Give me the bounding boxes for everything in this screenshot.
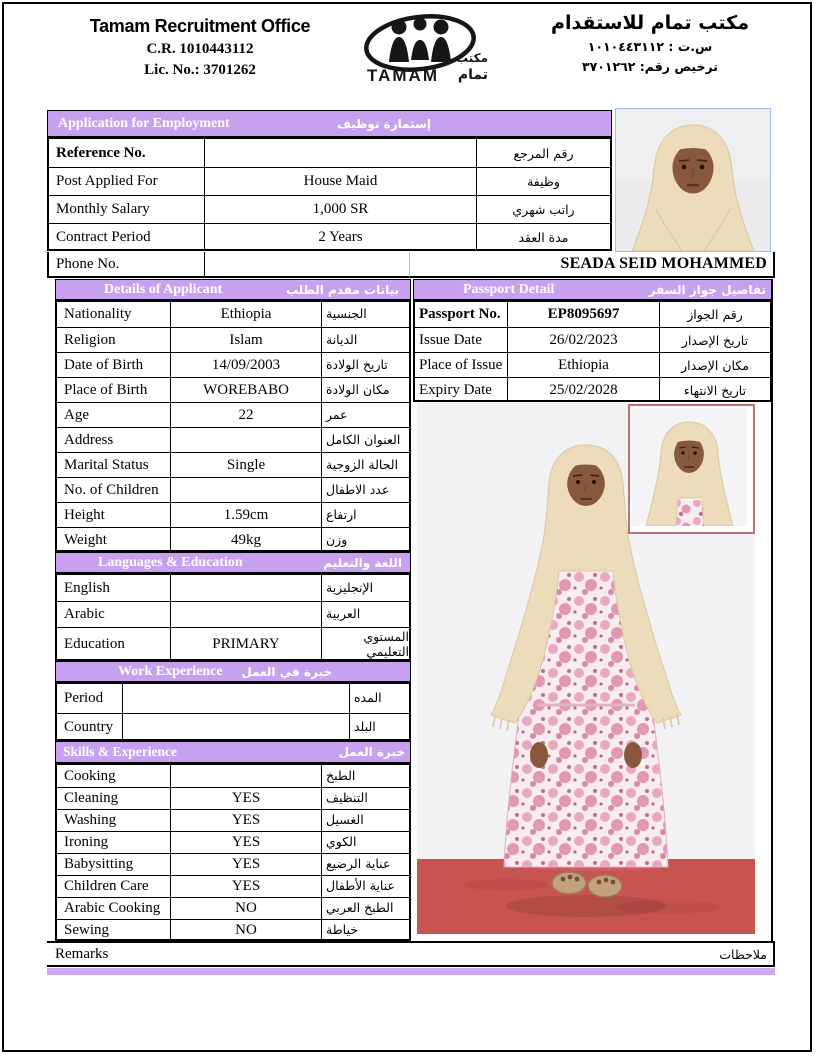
section-header-passport xyxy=(413,279,772,300)
row-label-arabic: تاريخ الولادة xyxy=(321,353,409,377)
row-label-arabic: المستوي التعليمي xyxy=(321,628,409,661)
work-experience-table xyxy=(55,682,411,741)
row-value: YES xyxy=(170,788,321,809)
table-row xyxy=(415,377,770,402)
table-row xyxy=(57,502,409,527)
row-value xyxy=(170,575,321,601)
row-label: Arabic xyxy=(64,606,105,622)
section-title-english: Work Experience xyxy=(118,663,223,679)
row-label: Cooking xyxy=(64,767,116,784)
row-value xyxy=(170,478,321,502)
row-label-arabic: التنظيف xyxy=(321,788,409,809)
office-name-english: Tamam Recruitment Office xyxy=(89,16,311,36)
row-label: Education xyxy=(64,636,125,652)
row-value xyxy=(122,684,349,713)
table-row xyxy=(57,352,409,377)
row-value: 1.59cm xyxy=(170,503,321,527)
row-label: Monthly Salary xyxy=(56,201,150,217)
row-label: Nationality xyxy=(64,306,132,322)
table-row xyxy=(57,527,409,552)
phone-label: Phone No. xyxy=(47,252,205,278)
row-label-arabic: رقم المرجع xyxy=(476,139,610,167)
row-label: Address xyxy=(64,431,114,448)
row-label: Place of Birth xyxy=(64,381,148,398)
row-label-arabic: تاريخ الإصدار xyxy=(659,328,770,352)
row-label: Expiry Date xyxy=(419,381,492,398)
row-label-arabic: خياطة xyxy=(321,920,409,941)
row-label-arabic: الديانة xyxy=(321,328,409,352)
row-value: Single xyxy=(170,453,321,477)
right-section-border xyxy=(771,279,773,941)
table-row xyxy=(57,765,409,787)
row-label-arabic: الغسيل xyxy=(321,810,409,831)
section-title-arabic: خبرة العمل xyxy=(338,745,405,759)
row-label-arabic: راتب شهري xyxy=(476,196,610,223)
row-value: EP8095697 xyxy=(507,302,659,327)
row-label: Date of Birth xyxy=(64,356,144,373)
row-value: YES xyxy=(170,810,321,831)
section-header-details xyxy=(55,279,411,300)
table-row xyxy=(57,377,409,402)
row-value xyxy=(122,714,349,741)
section-header-employment xyxy=(47,110,612,137)
table-row xyxy=(415,327,770,352)
row-label-arabic: رقم الجواز xyxy=(659,302,770,327)
table-row xyxy=(57,427,409,452)
row-label: Post Applied For xyxy=(56,173,158,189)
table-row xyxy=(57,601,409,627)
row-label-arabic: عدد الاطفال xyxy=(321,478,409,502)
row-value: 14/09/2003 xyxy=(170,353,321,377)
remarks-label-arabic: ملاحظات xyxy=(719,946,767,962)
commercial-registration-english: C.R. 1010443112 xyxy=(146,41,254,57)
section-header-skills xyxy=(55,741,411,763)
passport-table xyxy=(413,300,772,402)
table-row xyxy=(57,713,409,741)
table-row xyxy=(49,223,610,251)
remarks-row xyxy=(47,941,775,967)
row-value: PRIMARY xyxy=(170,628,321,661)
row-label: Period xyxy=(64,690,104,706)
row-value xyxy=(170,428,321,452)
phone-value-empty xyxy=(205,252,410,278)
row-label: Marital Status xyxy=(64,456,149,473)
table-row xyxy=(49,195,610,223)
table-row xyxy=(57,831,409,853)
table-row xyxy=(57,787,409,809)
row-label: Cleaning xyxy=(64,790,119,806)
row-label: Sewing xyxy=(64,922,109,938)
commercial-registration-arabic: س.ت : ١٠١٠٤٤٣١١٢ xyxy=(587,39,713,54)
section-title-arabic: خبرة في العمل xyxy=(241,664,332,679)
row-label-arabic: عناية الرضيع xyxy=(321,854,409,875)
row-label-arabic: الإنجليزية xyxy=(321,575,409,601)
row-label-arabic: وزن xyxy=(321,528,409,552)
table-row xyxy=(57,897,409,919)
row-value: 26/02/2023 xyxy=(507,328,659,352)
row-label: Country xyxy=(64,719,114,735)
section-title-english: Languages & Education xyxy=(98,554,243,570)
row-label: Ironing xyxy=(64,834,109,850)
logo-text-arabic-bottom: تمام xyxy=(457,67,488,83)
office-name-arabic: مكتب تمام للاستقدام xyxy=(551,12,749,34)
row-value: House Maid xyxy=(204,168,476,195)
row-label: Washing xyxy=(64,812,117,828)
row-label-arabic: الجنسية xyxy=(321,302,409,327)
table-row xyxy=(57,809,409,831)
languages-table xyxy=(55,573,411,661)
row-label-arabic: الحالة الزوجية xyxy=(321,453,409,477)
row-value: 1,000 SR xyxy=(204,196,476,223)
office-header-english xyxy=(75,16,325,79)
row-value: YES xyxy=(170,854,321,875)
phone-name-row xyxy=(47,252,775,278)
section-title-arabic: بيانات مقدم الطلب xyxy=(285,282,399,297)
row-label: English xyxy=(64,579,110,596)
table-row xyxy=(57,875,409,897)
row-label-arabic: الكوي xyxy=(321,832,409,853)
row-label: Children Care xyxy=(64,878,149,894)
section-title-english: Passport Detail xyxy=(463,281,555,297)
row-label: Age xyxy=(64,406,89,423)
row-label-arabic: عمر xyxy=(321,403,409,427)
row-label: No. of Children xyxy=(64,481,159,498)
remarks-label-english: Remarks xyxy=(55,945,109,962)
table-row xyxy=(57,853,409,875)
section-header-languages xyxy=(55,552,411,573)
table-row xyxy=(57,919,409,941)
row-value: Ethiopia xyxy=(507,353,659,377)
table-row xyxy=(57,327,409,352)
row-label: Arabic Cooking xyxy=(64,900,161,916)
row-label: Babysitting xyxy=(64,856,134,872)
section-title-arabic: إستمارة توظيف xyxy=(336,116,431,131)
row-label: Issue Date xyxy=(419,331,482,348)
portrait-illustration xyxy=(616,109,770,251)
office-header-arabic xyxy=(525,12,775,74)
row-value: Islam xyxy=(170,328,321,352)
section-header-work xyxy=(55,661,411,682)
row-value: WOREBABO xyxy=(170,378,321,402)
section-title-english: Skills & Experience xyxy=(63,744,177,759)
row-label-arabic: الطبخ العربي xyxy=(321,898,409,919)
row-value xyxy=(170,765,321,787)
table-row xyxy=(415,352,770,377)
table-row xyxy=(57,627,409,661)
table-row xyxy=(57,477,409,502)
section-title-arabic: اللغة والتعليم xyxy=(323,555,402,570)
row-value: NO xyxy=(170,920,321,941)
row-label: Religion xyxy=(64,331,116,348)
applicant-name: SEADA SEID MOHAMMED xyxy=(410,252,775,278)
details-table xyxy=(55,300,411,552)
section-title-english: Application for Employment xyxy=(58,115,230,131)
row-label-arabic: الطبخ xyxy=(321,765,409,787)
row-value: 22 xyxy=(170,403,321,427)
row-label: Place of Issue xyxy=(419,356,503,373)
table-row xyxy=(49,139,610,167)
inset-illustration xyxy=(632,408,747,526)
row-value: YES xyxy=(170,832,321,853)
row-value: 2 Years xyxy=(204,224,476,251)
row-label-arabic: مكان الولادة xyxy=(321,378,409,402)
applicant-inset-photo xyxy=(628,404,755,534)
row-value: YES xyxy=(170,876,321,897)
row-label-arabic: العنوان الكامل xyxy=(321,428,409,452)
row-label: Height xyxy=(64,506,105,523)
row-value xyxy=(204,139,476,167)
employment-table xyxy=(47,137,612,251)
row-label-arabic: تاريخ الانتهاء xyxy=(659,378,770,402)
table-row xyxy=(415,302,770,327)
table-row xyxy=(57,575,409,601)
row-label: Passport No. xyxy=(419,306,501,322)
row-label-arabic: مدة العقد xyxy=(476,224,610,251)
row-label-arabic: مكان الإصدار xyxy=(659,353,770,377)
table-row xyxy=(57,302,409,327)
row-label: Contract Period xyxy=(56,229,151,245)
license-number-english: Lic. No.: 3701262 xyxy=(144,62,256,78)
section-title-english: Details of Applicant xyxy=(104,281,223,297)
bottom-purple-bar xyxy=(47,968,775,975)
license-number-arabic: ترخيص رقم: ٣٧٠١٢٦٢ xyxy=(582,59,718,74)
row-value: NO xyxy=(170,898,321,919)
table-row xyxy=(57,402,409,427)
applicant-portrait-photo xyxy=(615,108,771,252)
row-value: 25/02/2028 xyxy=(507,378,659,402)
row-label-arabic: العربية xyxy=(321,602,409,627)
row-label: Weight xyxy=(64,531,107,548)
logo-text-arabic-top: مكتب xyxy=(455,51,488,65)
table-row xyxy=(49,167,610,195)
row-label-arabic: البلد xyxy=(349,714,409,741)
row-value: 49kg xyxy=(170,528,321,552)
row-value: Ethiopia xyxy=(170,302,321,327)
row-label-arabic: وظيفة xyxy=(476,168,610,195)
row-label-arabic: عناية الأطفال xyxy=(321,876,409,897)
section-title-arabic: تفاصيل جواز السفر xyxy=(648,282,766,297)
logo-text-tamam: TAMAM xyxy=(367,66,439,85)
skills-table xyxy=(55,763,411,941)
row-label: Reference No. xyxy=(56,144,146,161)
row-label-arabic: ارتفاع xyxy=(321,503,409,527)
tamam-logo xyxy=(360,10,492,86)
row-label-arabic: المده xyxy=(349,684,409,713)
table-row xyxy=(57,684,409,713)
table-row xyxy=(57,452,409,477)
row-value xyxy=(170,602,321,627)
